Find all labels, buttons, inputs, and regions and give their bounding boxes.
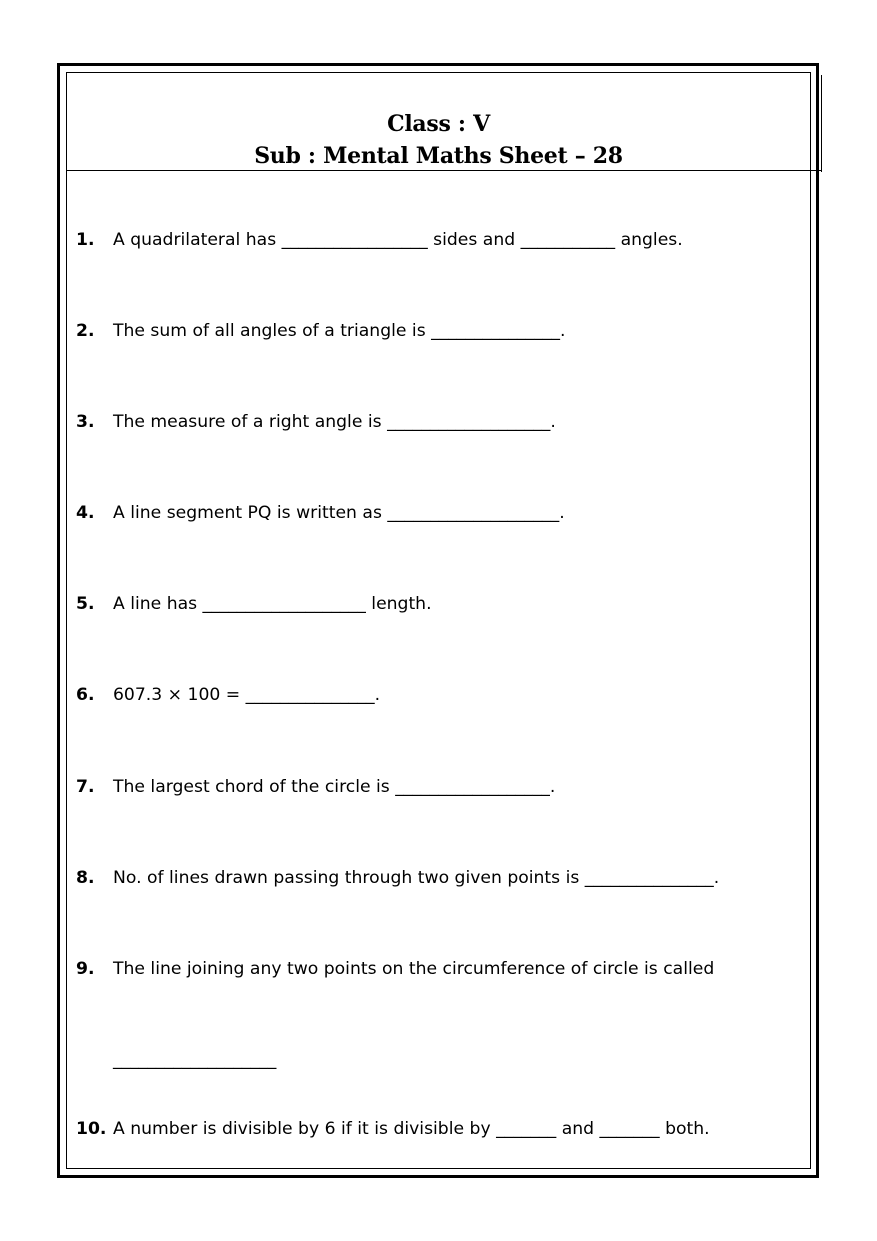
question-text: A number is divisible by 6 if it is divisible by _______ and _______ both. [113, 1119, 710, 1139]
question-number: 8. [76, 868, 95, 888]
question-text: The measure of a right angle is ___________________. [113, 412, 556, 432]
question-text: 607.3 × 100 = _______________. [113, 685, 381, 705]
question-text: A quadrilateral has _________________ sides and ___________ angles. [113, 230, 683, 250]
worksheet-header [67, 108, 810, 172]
question-number: 6. [76, 685, 95, 705]
question-number: 4. [76, 503, 95, 523]
subject-title: Sub : Mental Maths Sheet – 28 [254, 143, 623, 169]
header-side-rule [821, 75, 822, 172]
question-text: The line joining any two points on the circumference of circle is called [113, 959, 715, 979]
class-title: Class : V [387, 111, 490, 137]
question-number: 3. [76, 412, 95, 432]
question-text: No. of lines drawn passing through two given points is _______________. [113, 868, 720, 888]
question-number: 10. [76, 1119, 107, 1139]
question-text: A line segment PQ is written as ____________________. [113, 503, 565, 523]
question-text: A line has ___________________ length. [113, 594, 432, 614]
question-text: The sum of all angles of a triangle is _______________. [113, 321, 566, 341]
question-9-answer-blank: ___________________ [113, 1050, 277, 1070]
question-number: 5. [76, 594, 95, 614]
question-text: The largest chord of the circle is __________________. [113, 777, 556, 797]
question-number: 2. [76, 321, 95, 341]
question-number: 9. [76, 959, 95, 979]
question-number: 1. [76, 230, 95, 250]
question-number: 7. [76, 777, 95, 797]
